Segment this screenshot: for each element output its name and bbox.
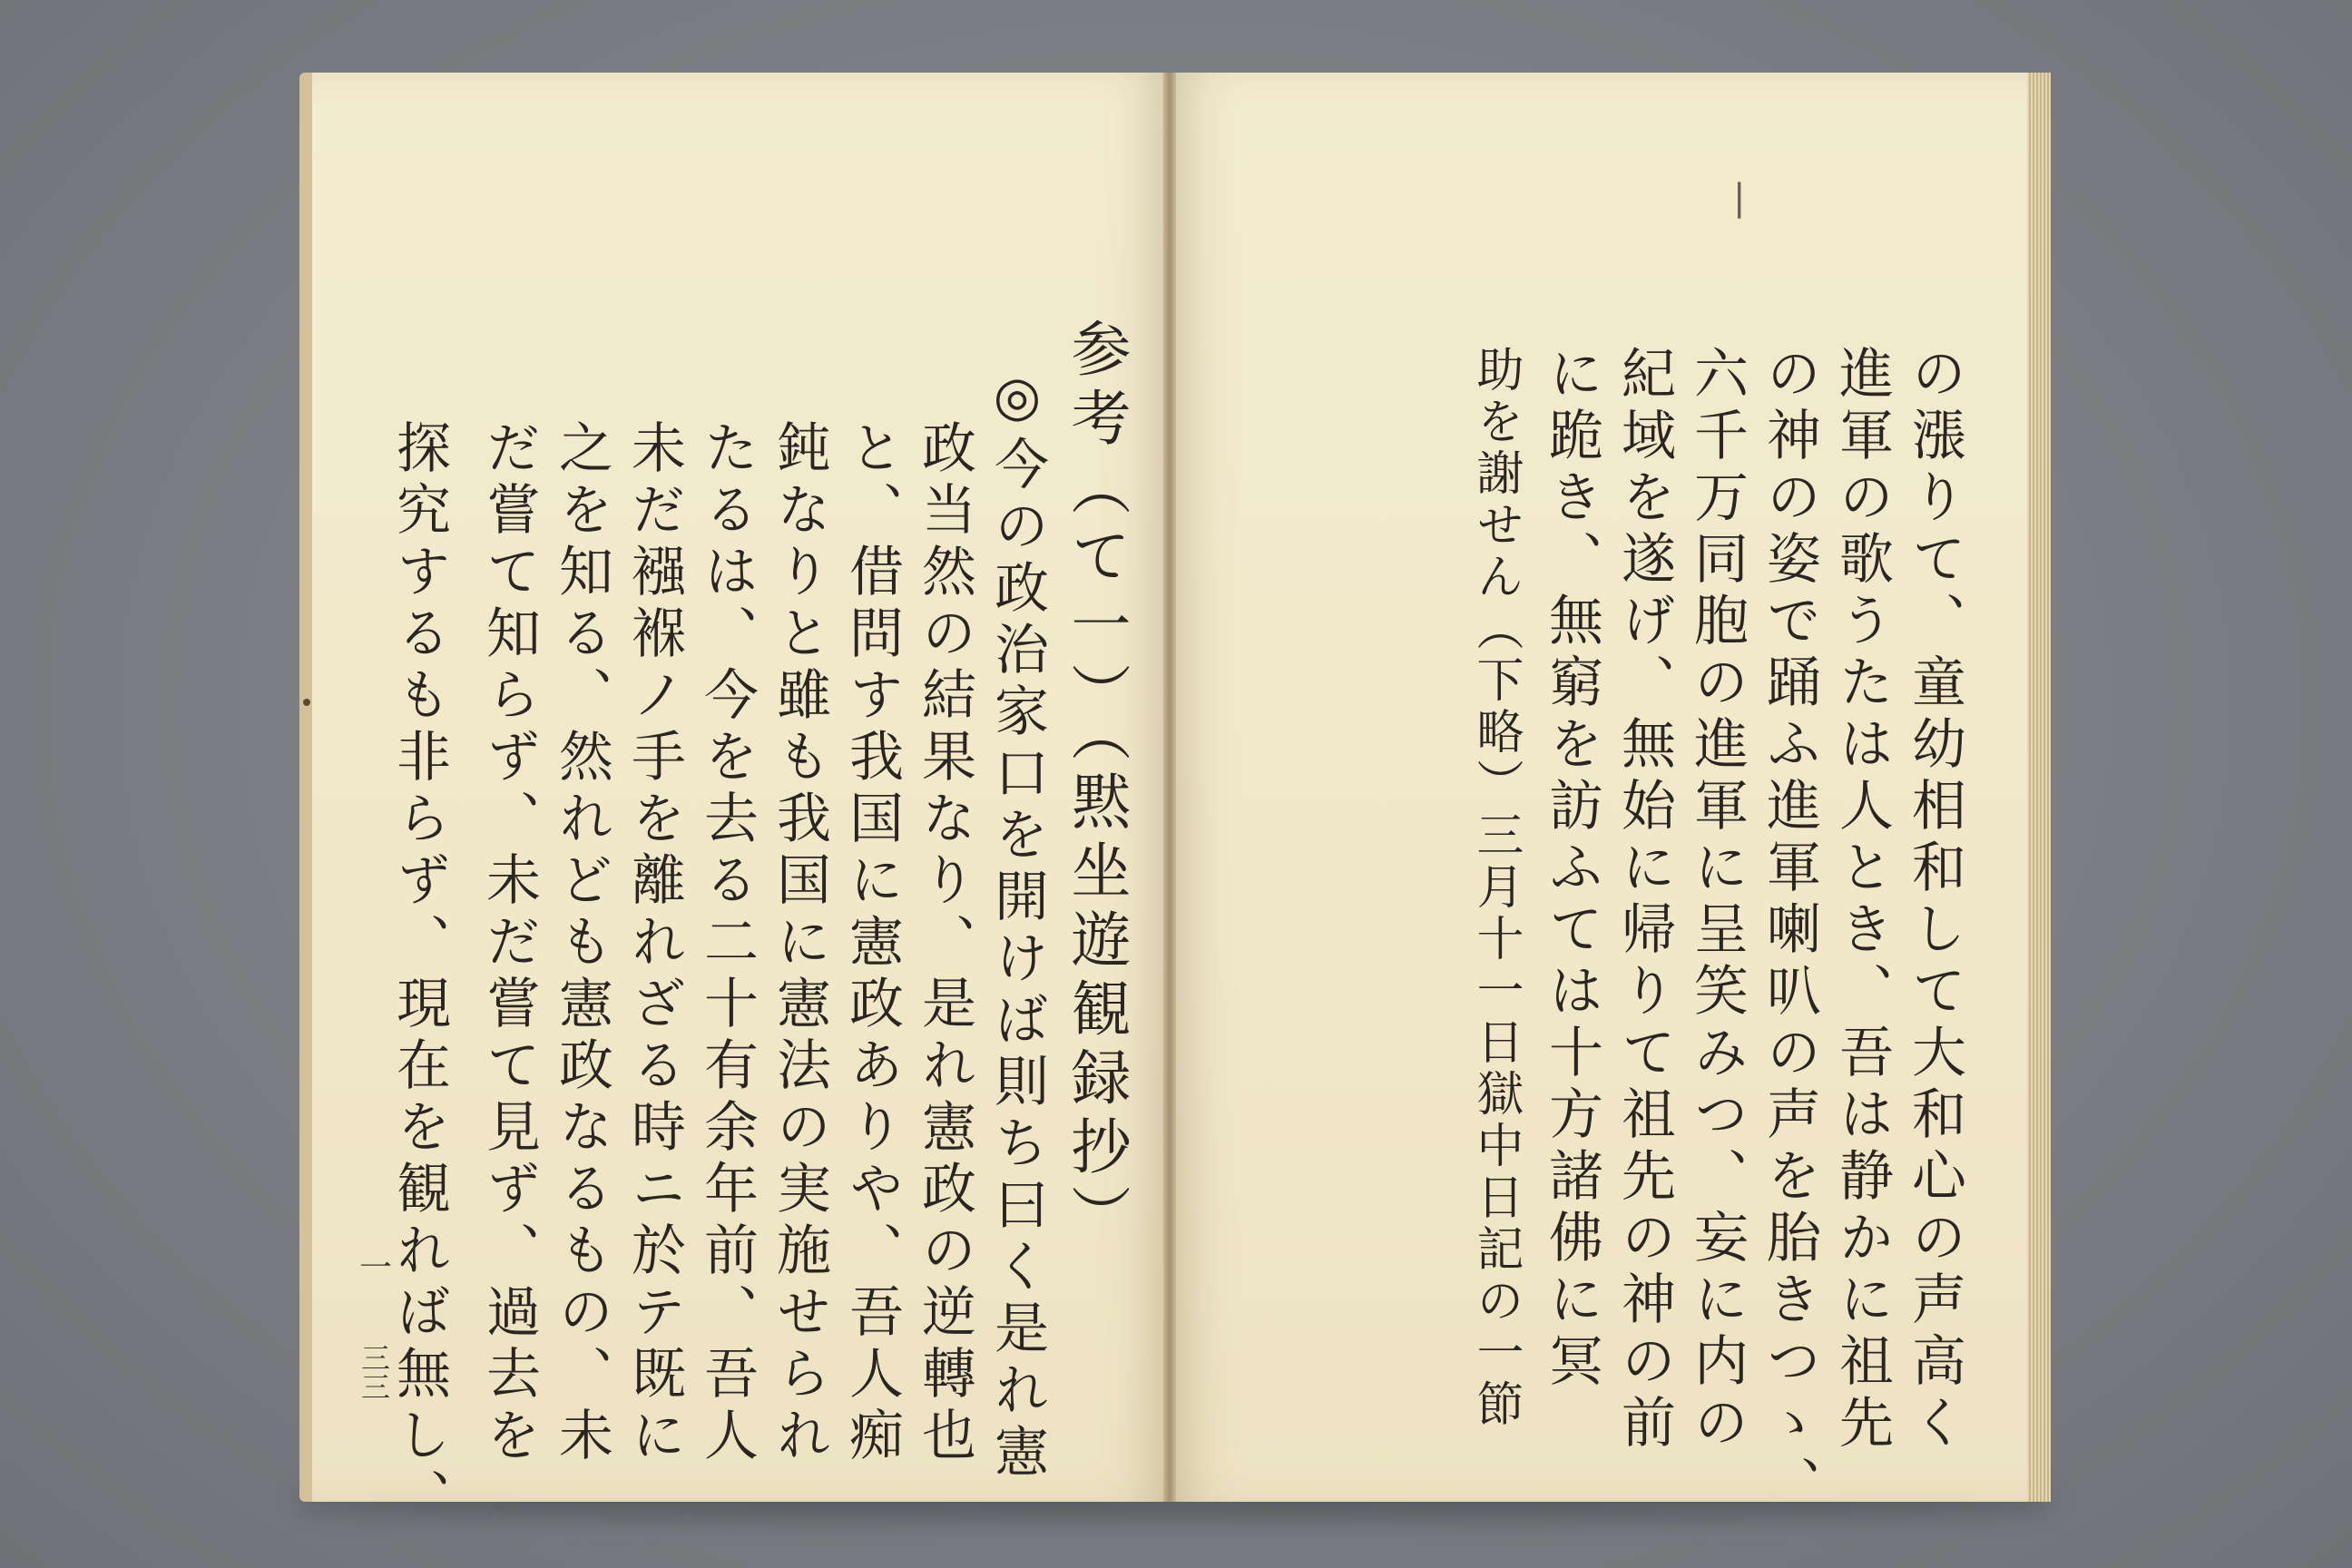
left-page (299, 73, 1169, 1530)
binding-hole (303, 699, 310, 706)
left-column-3: 政当然の結果なり、是れ憲政の逆轉也 (913, 419, 976, 1468)
right-column-5: 紀域を遂げ、無始に帰りて祖先の神の前 (1612, 345, 1676, 1455)
left-column-9: だ嘗て知らず、未だ嘗て見ず、過去を (477, 419, 541, 1468)
left-column-4: と、借問す我国に憲政ありや、吾人痴 (840, 419, 904, 1468)
right-column-3: の神の姿で踊ふ進軍喇叭の声を胎きつゝ、 (1758, 345, 1821, 1517)
right-column-1: の漲りて、童幼相和して大和心の声高く (1903, 345, 1966, 1455)
right-column-2: 進軍の歌うたは人とき、吾は静かに祖先 (1830, 345, 1894, 1455)
left-column-5: 鈍なりと雖も我国に憲法の実施せられ (768, 419, 831, 1468)
right-column-7: 助を謝せん（下略）三月十一日獄中日記の一節 (1468, 345, 1523, 1431)
book-gutter (1163, 73, 1176, 1502)
left-column-1: 参考（て一）（黙坐遊観録抄） (1061, 318, 1131, 1253)
open-book (299, 73, 2051, 1530)
left-column-2: ◎今の政治家口を開けば則ち曰く是れ憲 (985, 365, 1049, 1485)
left-column-7: 未だ襁褓ノ手を離れざる時ニ於テ既に (622, 419, 686, 1468)
left-column-8: 之を知る、然れども憲政なるもの、未 (550, 419, 613, 1468)
left-column-6: たるは、今を去る二十有余年前、吾人 (695, 419, 759, 1468)
right-column-4: 六千万同胞の進軍に呈笑みつ、妄に内の (1685, 345, 1749, 1455)
left-column-10: 探究するも非らず、現在を観れば無し、 (387, 419, 451, 1530)
right-margin-mark: | (1733, 177, 1746, 219)
left-margin-mark: 一 (359, 1250, 393, 1287)
page-edges (2027, 73, 2051, 1502)
right-column-6: に跪き、無窮を訪ふては十方諸佛に冥 (1540, 345, 1603, 1394)
page-number: 三三 (357, 1343, 391, 1401)
right-page (1171, 73, 2051, 1517)
